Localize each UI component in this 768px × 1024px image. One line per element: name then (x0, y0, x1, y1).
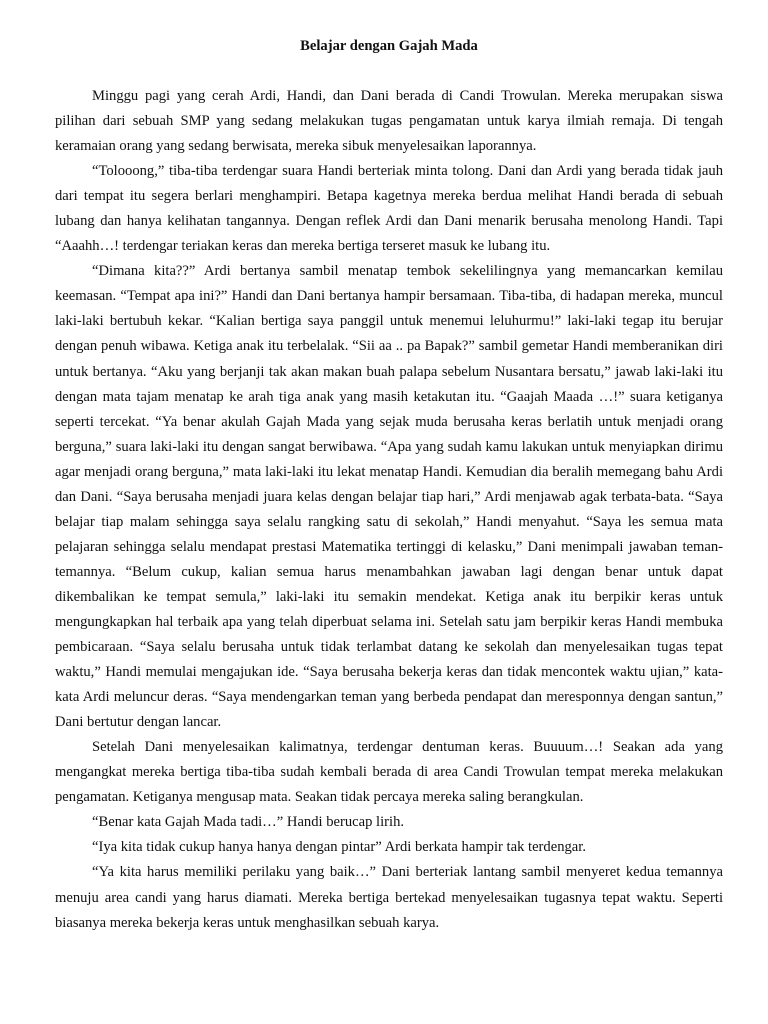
paragraph-1: Minggu pagi yang cerah Ardi, Handi, dan Dani berada di Candi Trowulan. Mereka merupakan siswa pilihan dari sebuah SMP yang sedang melakukan tugas pengamatan untuk karya ilmiah remaja. Di tengah keramaian orang yang sedang berwisata, mereka sibuk menyelesaikan laporannya. (55, 88, 723, 155)
document-title: Belajar dengan Gajah Mada (300, 38, 478, 54)
paragraph-2: “Tolooong,” tiba-tiba terdengar suara Handi berteriak minta tolong. Dani dan Ardi yang berada tidak jauh dari tempat itu segera berlari menghampiri. Betapa kagetnya mereka berdua melihat Handi berada di sebuah lubang dan hanya kelihatan tangannya. Dengan reflek Ardi dan Dani menarik berusaha menolong Handi. Tapi “Aaahh…! terdengar teriakan keras dan mereka bertiga terseret masuk ke lubang itu. (55, 163, 723, 255)
paragraph-7: “Ya kita harus memiliki perilaku yang baik…” Dani berteriak lantang sambil menyeret kedua temannya menuju area candi yang harus diamati. Mereka bertiga bertekad menyelesaikan tugasnya tepat waktu. Seperti biasanya mereka bekerja keras untuk menghasilkan sebuah karya. (55, 864, 723, 931)
document-page (55, 34, 723, 936)
paragraph-4: Setelah Dani menyelesaikan kalimatnya, terdengar dentuman keras. Buuuum…! Seakan ada yang mengangkat mereka bertiga tiba-tiba sudah kembali berada di area Candi Trowulan tempat mereka melakukan pengamatan. Ketiganya mengusap mata. Seakan tidak percaya mereka saling berangkulan. (55, 739, 723, 806)
paragraph-6: “Iya kita tidak cukup hanya hanya dengan pintar” Ardi berkata hampir tak terdengar. (92, 839, 586, 856)
paragraph-3: “Dimana kita??” Ardi bertanya sambil menatap tembok sekelilingnya yang memancarkan kemilau keemasan. “Tempat apa ini?” Handi dan Dani bertanya hampir bersamaan. Tiba-tiba, di hadapan mereka, muncul laki-laki bertubuh kekar. “Kalian bertiga saya panggil untuk menemui leluhurmu!” laki-laki tegap itu berujar dengan penuh wibawa. Ketiga anak itu terbelalak. “Sii aa .. pa Bapak?” sambil gemetar Handi memberanikan diri untuk bertanya. “Aku yang berjanji tak akan makan buah palapa sebelum Nusantara bersatu,” jawab laki-laki itu dengan mata tajam menatap ke arah tiga anak yang masih ketakutan itu. “Gaajah Maada …!” suara ketiganya seperti tercekat. “Ya benar akulah Gajah Mada yang sejak muda berusaha keras berlatih untuk menjadi orang berguna,” suara laki-laki itu dengan sangat berwibawa. “Apa yang sudah kamu lakukan untuk menyiapkan dirimu agar menjadi orang berguna,” mata laki-laki itu lekat menatap Handi. Kemudian dia beralih memegang bahu Ardi dan Dani. “Saya berusaha menjadi juara kelas dengan belajar tiap hari,” Ardi menjawab agak terbata-bata. “Saya belajar tiap malam sehingga saya selalu rangking satu di sekolah,” Handi menyahut. “Saya les semua mata pelajaran sehingga selalu mendapat prestasi Matematika tertinggi di kelasku,” Dani menimpali jawaban teman-temannya. “Belum cukup, kalian semua harus menambahkan jawaban lagi dengan benar untuk dapat dikembalikan ke tempat semula,” laki-laki itu semakin mendekat. Ketiga anak itu berpikir keras untuk mengungkapkan hal terbaik apa yang telah diperbuat selama ini. Setelah satu jam berpikir keras Handi membuka pembicaraan. “Saya selalu berusaha untuk tidak terlambat datang ke sekolah dan menyelesaikan tugas tepat waktu,” Handi memulai mengajukan ide. “Saya berusaha bekerja keras dan tidak mencontek waktu ujian,” kata-kata Ardi meluncur deras. “Saya mendengarkan teman yang berbeda pendapat dan meresponnya dengan santun,” Dani bertutur dengan lancar. (55, 263, 723, 731)
paragraph-5: “Benar kata Gajah Mada tadi…” Handi berucap lirih. (92, 814, 405, 831)
